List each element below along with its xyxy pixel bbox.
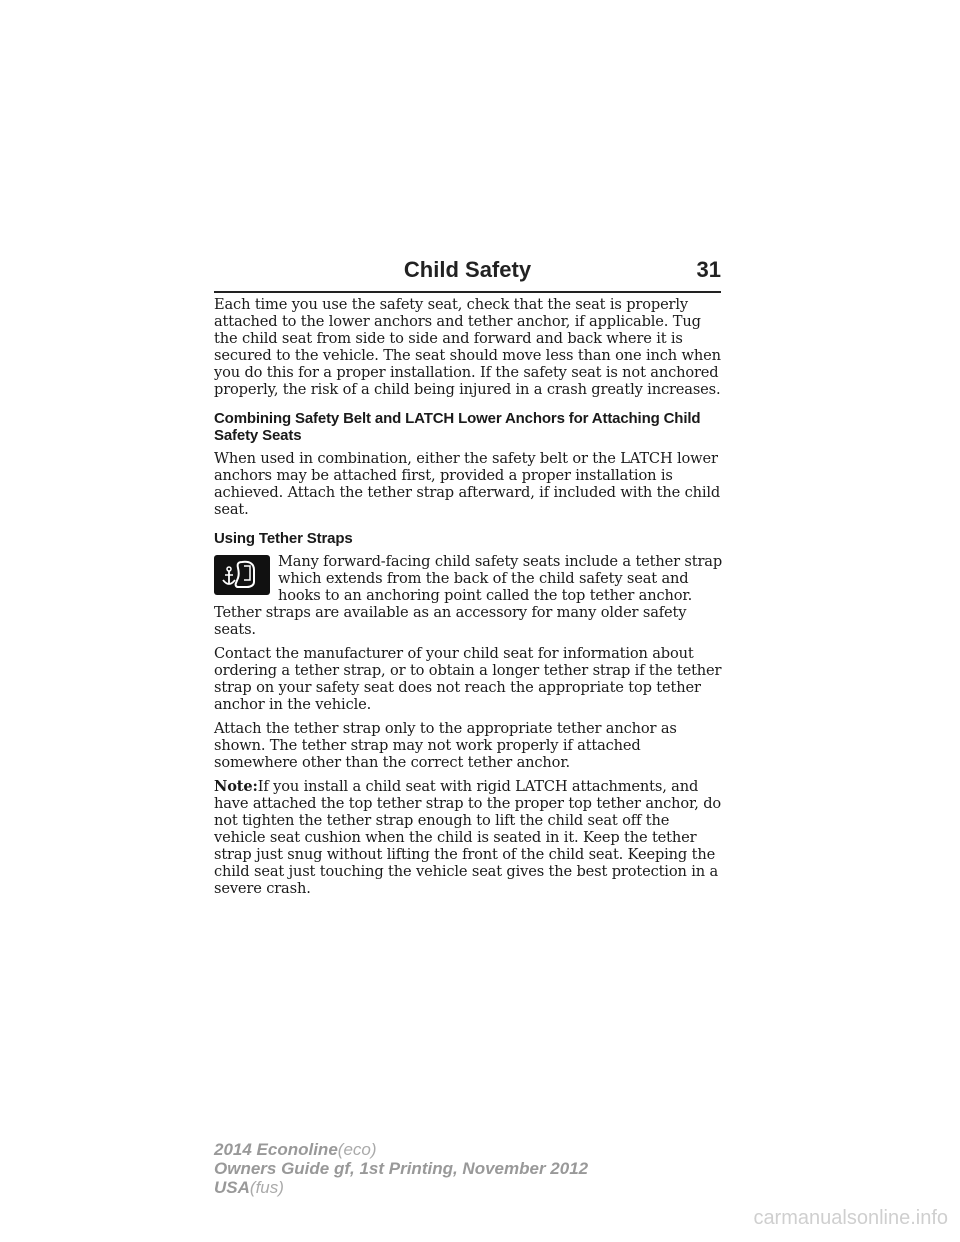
footer-market: USA bbox=[214, 1178, 250, 1197]
footer-market-code: (fus) bbox=[249, 1178, 284, 1197]
tether-paragraph-block bbox=[214, 553, 724, 638]
page-number: 31 bbox=[696, 257, 721, 282]
note-paragraph bbox=[214, 778, 724, 897]
child-seat-tether-anchor-icon bbox=[214, 555, 270, 595]
page-title: Child Safety bbox=[403, 257, 532, 282]
attach-paragraph: Attach the tether strap only to the appropriate tether anchor as shown. The tether strap may not work properly if attached somewhere other than the correct tether anchor. bbox=[214, 720, 677, 771]
footer-line-3 bbox=[214, 1178, 588, 1197]
tether-paragraph: Many forward-facing child safety seats include a tether strap which extends from the back of the child safety seat and hooks to an anchoring point called the top tether anchor. Tether straps are available as an accessory for many older safety seats. bbox=[214, 553, 723, 638]
page-footer bbox=[214, 1140, 588, 1197]
watermark: carmanualsonline.info bbox=[753, 1207, 948, 1229]
section-heading-combining: Combining Safety Belt and LATCH Lower Anchors for Attaching Child Safety Seats bbox=[214, 410, 701, 444]
footer-line-2 bbox=[214, 1159, 588, 1178]
combining-paragraph: When used in combination, either the safety belt or the LATCH lower anchors may be attached first, provided a proper installation is achieved. Attach the tether strap afterward, if included with the child seat. bbox=[214, 450, 721, 518]
footer-model: 2014 Econoline bbox=[214, 1140, 338, 1159]
footer-model-code: (eco) bbox=[337, 1140, 377, 1159]
intro-paragraph: Each time you use the safety seat, check that the seat is properly attached to the lower anchors and tether anchor, if applicable. Tug the child seat from side to side and forward and back where it is secured to the vehicle. The seat should move less than one inch when you do this for a proper installation. If the safety seat is not anchored properly, the risk of a child being injured in a crash greatly increases. bbox=[214, 296, 721, 398]
footer-line-1 bbox=[214, 1140, 588, 1159]
page-content bbox=[214, 296, 724, 904]
note-label: Note: bbox=[214, 778, 258, 795]
note-text: If you install a child seat with rigid LATCH attachments, and have attached the top tether strap to the proper top tether anchor, do not tighten the tether strap enough to lift the child seat off the vehicle seat cushion when the child is seated in it. Keep the tether strap just snug without lifting the front of the child seat. Keeping the child seat just touching the vehicle seat gives the best protection in a severe crash. bbox=[214, 778, 722, 897]
section-heading-tether: Using Tether Straps bbox=[214, 530, 353, 547]
contact-paragraph: Contact the manufacturer of your child seat for information about ordering a tether strap, or to obtain a longer tether strap if the tether strap on your safety seat does not reach the appropriate top tether anchor in the vehicle. bbox=[214, 645, 722, 713]
page-header bbox=[214, 255, 721, 293]
footer-printing: Owners Guide gf, 1st Printing, November 2012 bbox=[214, 1159, 589, 1178]
